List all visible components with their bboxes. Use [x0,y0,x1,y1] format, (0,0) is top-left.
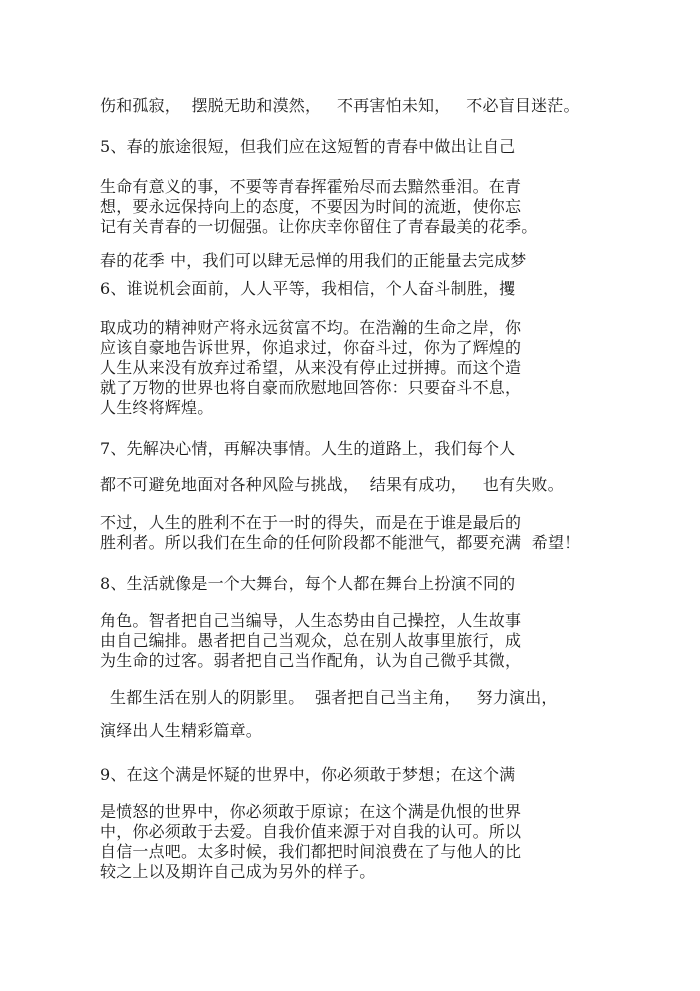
text-line: 为生命的过客。弱者把自己当作配角，认为自己微乎其微， [100,651,522,670]
text-line: 胜利者。所以我们在生命的任何阶段都不能泄气，都要充满 希望！ [100,533,581,552]
text-line: 不过，人生的胜利不在于一时的得失，而是在于谁是最后的 [100,513,522,532]
text-line: 记有关青春的一切倔强。让你庆幸你留住了青春最美的花季。 [100,217,538,236]
text-line: 角色。智者把自己当编导，人生态势由自己操控，人生故事 [100,611,522,630]
text-line: 6、谁说机会面前，人人平等，我相信，个人奋斗制胜，攫 [100,279,516,298]
text-line: 是愤怒的世界中，你必须敢于原谅；在这个满是仇恨的世界 [100,802,522,821]
text-line: 9、在这个满是怀疑的世界中，你必须敢于梦想；在这个满 [100,765,516,784]
text-line: 伤和孤寂， 摆脱无助和漠然， 不再害怕未知， 不必盲目迷茫。 [100,96,580,115]
text-line: 春的花季 中，我们可以肆无忌惮的用我们的正能量去完成梦 [100,251,527,270]
text-line: 由自己编排。愚者把自己当观众，总在别人故事里旅行，成 [100,631,522,650]
text-line: 中，你必须敢于去爱。自我价值来源于对自我的认可。所以 [100,822,522,841]
text-line: 应该自豪地告诉世界，你追求过，你奋斗过，你为了辉煌的 [100,338,522,357]
text-line: 8、生活就像是一个大舞台，每个人都在舞台上扮演不同的 [100,574,516,593]
text-line: 生都生活在别人的阴影里。 强者把自己当主角， 努力演出， [110,688,558,707]
text-line: 演绎出人生精彩篇章。 [100,721,263,740]
text-line: 较之上以及期许自己成为另外的样子。 [100,862,376,881]
text-line: 5、春的旅途很短，但我们应在这短暂的青春中做出让自己 [100,137,516,156]
text-line: 自信一点吧。太多时候，我们都把时间浪费在了与他人的比 [100,842,522,861]
text-line: 就了万物的世界也将自豪而欣慰地回答你：只要奋斗不息， [100,378,522,397]
text-line: 想，要永远保持向上的态度，不要因为时间的流逝，使你忘 [100,197,522,216]
text-line: 人生终将辉煌。 [100,398,214,417]
text-line: 7、先解决心情，再解决事情。人生的道路上，我们每个人 [100,439,516,458]
text-line: 都不可避免地面对各种风险与挑战， 结果有成功， 也有失败。 [100,475,564,494]
text-line: 生命有意义的事，不要等青春挥霍殆尽而去黯然垂泪。在青 [100,177,522,196]
text-line: 人生从来没有放弃过希望，从来没有停止过拼搏。而这个造 [100,358,522,377]
text-line: 取成功的精神财产将永远贫富不均。在浩瀚的生命之岸，你 [100,318,522,337]
